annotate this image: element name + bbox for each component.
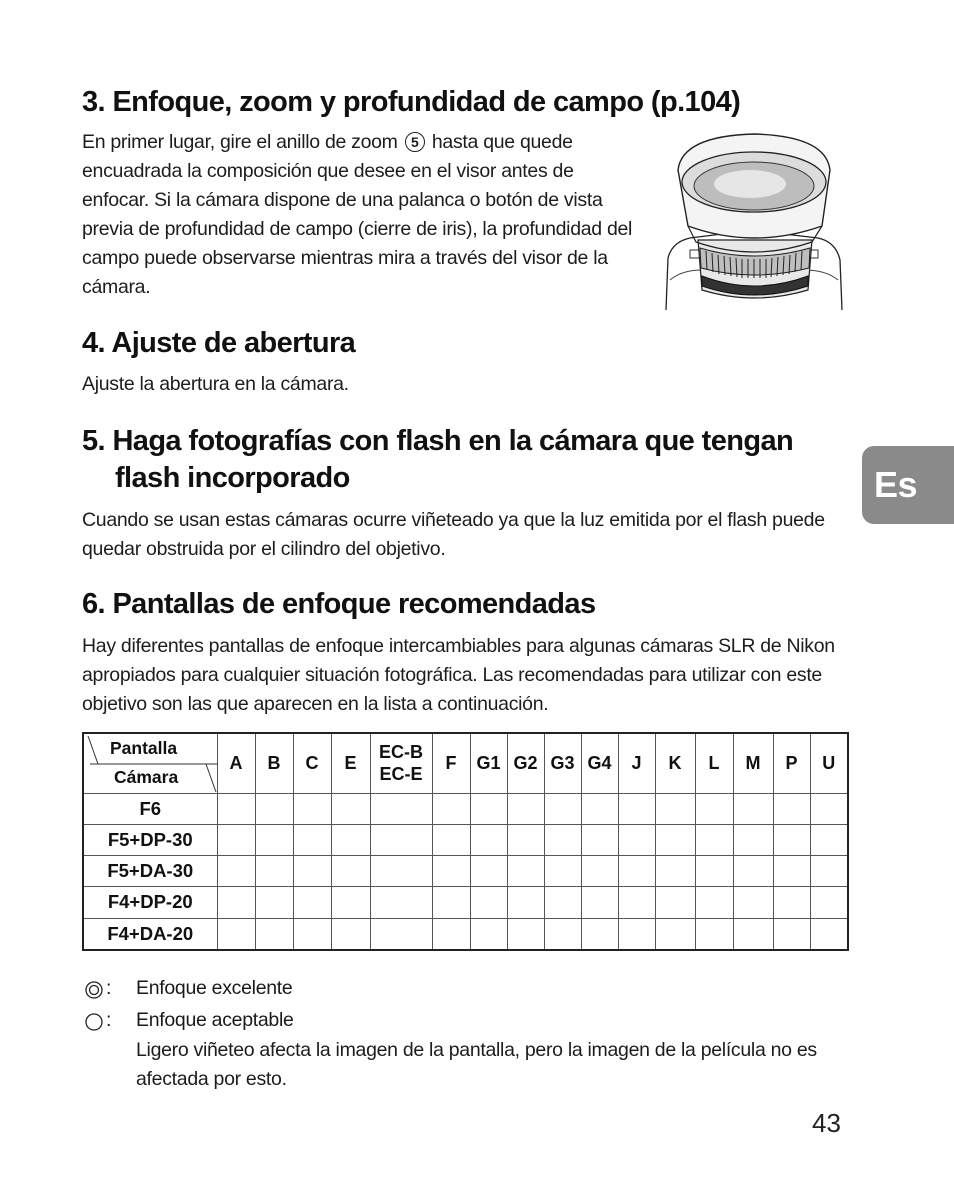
table-row (83, 887, 848, 918)
col-header-EC (370, 733, 432, 793)
table-row (83, 824, 848, 855)
col-header-K: K (655, 733, 695, 793)
lens-on-camera-illustration (662, 130, 844, 312)
table-corner-header (83, 733, 217, 793)
legend-excellent: Enfoque excelente (136, 977, 293, 999)
section-5-heading-line2: flash incorporado (115, 462, 350, 494)
camera-F5-DA30: F5+DA-30 (83, 856, 217, 887)
col-header-P: P (773, 733, 810, 793)
zoom-ring-callout-5: 5 (405, 132, 425, 152)
col-header-G2: G2 (507, 733, 544, 793)
section-3-heading: 3. Enfoque, zoom y profundidad de campo (p.104) (82, 86, 741, 118)
col-header-U: U (810, 733, 848, 793)
col-header-G1: G1 (470, 733, 507, 793)
section-5-text: Cuando se usan estas cámaras ocurre viñeteado ya que la luz emitida por el flash puede quedar obstruida por el cilindro del objetivo. (82, 509, 825, 560)
col-header-M: M (733, 733, 773, 793)
col-header-A: A (217, 733, 255, 793)
section-3-text-b: hasta que quede encuadrada la composición que desee en el visor antes de enfocar. Si la cámara dispone de una palanca o botón de vista previa de profundidad de campo (cierre de iris), la profundidad del campo puede observarse mientras mira a través del visor de la cámara. (82, 131, 633, 298)
double-circle-icon (84, 980, 104, 1000)
camera-F4-DP20: F4+DP-20 (83, 887, 217, 918)
focusing-screens-table (82, 732, 849, 951)
page-number: 43 (812, 1108, 841, 1138)
table-header-row (83, 733, 848, 793)
table-row (83, 793, 848, 824)
col-header-G3: G3 (544, 733, 581, 793)
section-4-heading: 4. Ajuste de abertura (82, 327, 356, 359)
section-6-text: Hay diferentes pantallas de enfoque intercambiables para algunas cámaras SLR de Nikon apropiados para cualquier situación fotográfica. Las recomendadas para utilizar con este objetivo son las que aparecen en la lista a continuación. (82, 635, 835, 715)
col-header-E: E (331, 733, 370, 793)
camera-F6: F6 (83, 793, 217, 824)
col-header-F: F (432, 733, 470, 793)
header-camara: Cámara (114, 767, 179, 787)
circle-icon (84, 1012, 104, 1032)
table-row (83, 856, 848, 887)
section-6-heading: 6. Pantallas de enfoque recomendadas (82, 588, 596, 620)
camera-F5-DP30: F5+DP-30 (83, 824, 217, 855)
col-header-EC-B: EC-B (379, 742, 423, 763)
col-header-G4: G4 (581, 733, 618, 793)
language-tab-es: Es (862, 446, 954, 524)
col-header-EC-E: EC-E (379, 764, 423, 785)
col-header-L: L (695, 733, 733, 793)
legend-note: Ligero viñeteo afecta la imagen de la pantalla, pero la imagen de la película no es afectada por esto. (136, 1039, 817, 1090)
section-5-heading-line1: 5. Haga fotografías con flash en la cámara que tengan (82, 425, 794, 457)
camera-F4-DA20: F4+DA-20 (83, 918, 217, 950)
section-4-text: Ajuste la abertura en la cámara. (82, 373, 349, 395)
legend-acceptable-colon: : (106, 1009, 112, 1031)
section-3-text-a: En primer lugar, gire el anillo de zoom (82, 131, 398, 153)
header-pantalla: Pantalla (110, 738, 178, 758)
legend-acceptable: Enfoque aceptable (136, 1009, 294, 1031)
col-header-B: B (255, 733, 293, 793)
col-header-J: J (618, 733, 655, 793)
section-3-text (82, 128, 642, 302)
table-row (83, 918, 848, 950)
legend-excellent-colon: : (106, 977, 112, 999)
col-header-C: C (293, 733, 331, 793)
